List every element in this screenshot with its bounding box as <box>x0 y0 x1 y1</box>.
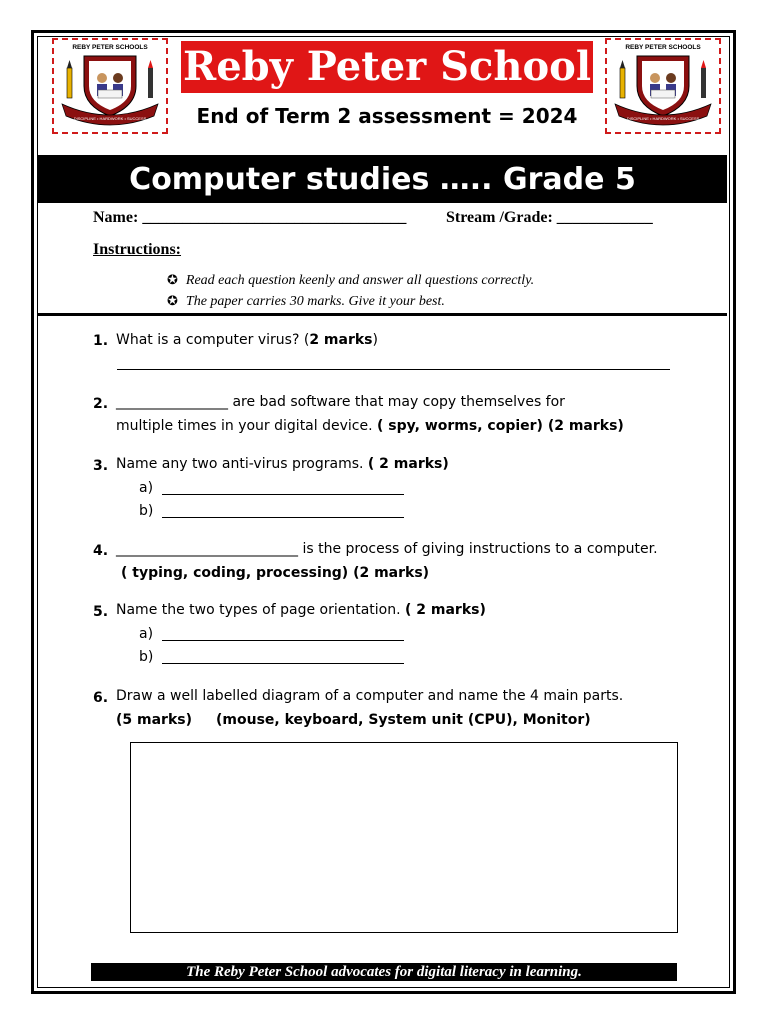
instruction-text: Read each question keenly and answer all questions correctly. <box>185 273 535 288</box>
question-3-text <box>116 456 449 472</box>
answer-label-b: b) <box>139 649 154 665</box>
question-number: 4. <box>93 543 109 559</box>
question-2-line2 <box>116 418 624 434</box>
question-6-parts: (mouse, keyboard, System unit (CPU), Monitor) <box>216 712 591 728</box>
question-text: What is a computer virus? ( <box>116 332 310 348</box>
marks-label: ( 2 marks) <box>367 456 449 472</box>
diagram-drawing-box[interactable] <box>130 742 678 933</box>
logo-motto: DISCIPLINE • HARDWORK • SUCCESS <box>73 116 147 121</box>
question-5-text <box>116 602 486 618</box>
instructions-heading: Instructions: <box>93 241 182 258</box>
options-label: ( spy, worms, copier) (2 marks) <box>376 418 624 434</box>
question-text: Name any two anti-virus programs. <box>116 456 368 472</box>
answer-line[interactable] <box>162 517 404 518</box>
marks-label: ( 2 marks) <box>405 602 486 618</box>
instruction-item <box>167 293 445 310</box>
star-bullet-icon: ✪ <box>167 272 178 287</box>
footer-banner: The Reby Peter School advocates for digital literacy in learning. <box>91 963 677 981</box>
question-text: multiple times in your digital device. <box>116 418 377 434</box>
question-1-text <box>116 332 378 348</box>
answer-line[interactable] <box>162 663 404 664</box>
question-text-close: ) <box>372 332 378 348</box>
answer-label-a: a) <box>139 626 154 642</box>
question-number: 1. <box>93 333 109 349</box>
question-6-text: Draw a well labelled diagram of a computer and name the 4 main parts. <box>116 688 624 704</box>
answer-line[interactable] <box>162 640 404 641</box>
school-name-banner: Reby Peter School <box>181 41 593 93</box>
question-number: 6. <box>93 690 109 706</box>
answer-line[interactable] <box>162 494 404 495</box>
school-crest-icon <box>607 40 719 132</box>
question-text: Name the two types of page orientation. <box>116 602 405 618</box>
answer-line[interactable] <box>117 369 670 370</box>
question-number: 5. <box>93 604 109 620</box>
logo-motto: DISCIPLINE • HARDWORK • SUCCESS <box>626 116 700 121</box>
school-logo-right <box>605 38 721 134</box>
subject-grade-bar: Computer studies ….. Grade 5 <box>38 155 727 203</box>
question-number: 3. <box>93 458 109 474</box>
instruction-text: The paper carries 30 marks. Give it your best. <box>185 294 445 309</box>
name-field: Name: _________________________________ <box>93 209 407 226</box>
stream-grade-field: Stream /Grade: ____________ <box>446 209 653 226</box>
answer-label-a: a) <box>139 480 154 496</box>
question-4-line1: __________________________ is the process of giving instructions to a computer. <box>116 541 658 557</box>
marks-label: 2 marks <box>309 332 373 348</box>
school-crest-icon <box>54 40 166 132</box>
school-logo-left <box>52 38 168 134</box>
answer-label-b: b) <box>139 503 154 519</box>
instruction-item <box>167 272 534 289</box>
marks-label: (5 marks) <box>116 712 192 728</box>
star-bullet-icon: ✪ <box>167 293 178 308</box>
logo-caption: REBY PETER SCHOOLS <box>72 44 148 51</box>
section-divider <box>38 313 727 316</box>
question-number: 2. <box>93 396 109 412</box>
question-2-line1: ________________ are bad software that may copy themselves for <box>116 394 565 410</box>
assessment-title: End of Term 2 assessment = 2024 <box>196 104 578 128</box>
question-4-options: ( typing, coding, processing) (2 marks) <box>121 565 430 581</box>
logo-caption: REBY PETER SCHOOLS <box>625 44 701 51</box>
